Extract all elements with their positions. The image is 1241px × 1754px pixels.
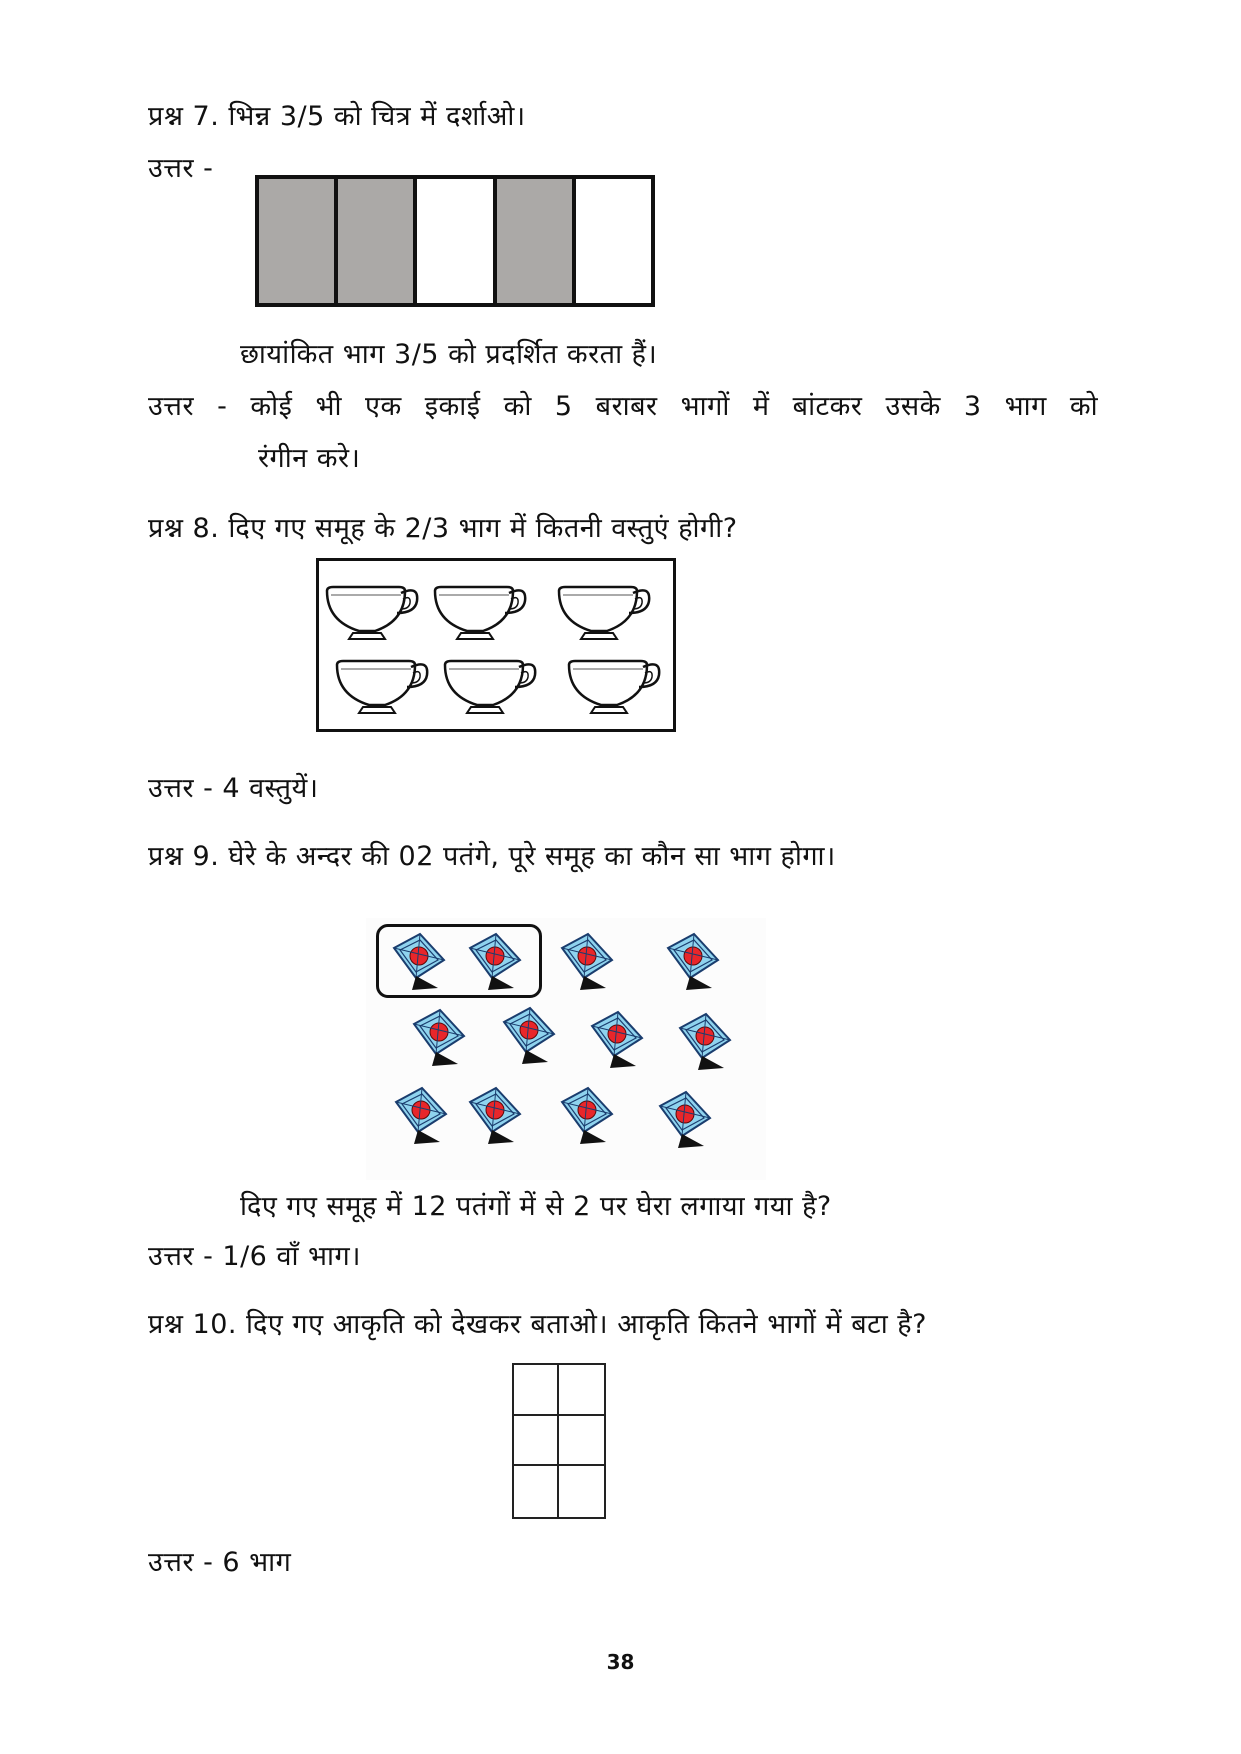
grid-part — [559, 1466, 604, 1517]
q8-question: प्रश्न 8. दिए गए समूह के 2/3 भाग में कितनी वस्तुएं होगी? — [148, 513, 738, 544]
grid-part — [514, 1365, 559, 1416]
q7-answer2-line1: उत्तर - कोई भी एक इकाई को 5 बराबर भागों में बांटकर उसके 3 भाग को — [148, 391, 1099, 422]
kites-group-figure — [366, 918, 766, 1180]
kite-icon — [462, 930, 528, 992]
q7-question: प्रश्न 7. भिन्न 3/5 को चित्र में दर्शाओ। — [148, 101, 526, 132]
grid-part — [514, 1466, 559, 1517]
kite-icon — [652, 1088, 718, 1150]
teacup-icon — [555, 581, 655, 645]
q7-answer2-line2: रंगीन करे। — [258, 443, 361, 474]
teacup-icon — [441, 655, 541, 719]
kite-icon — [660, 930, 726, 992]
q9-question: प्रश्न 9. घेरे के अन्दर की 02 पतंगे, पूरे समूह का कौन सा भाग होगा। — [148, 841, 836, 872]
fraction-part-unshaded — [576, 179, 651, 303]
page-number: 38 — [606, 1650, 635, 1674]
fraction-part-unshaded — [417, 179, 496, 303]
kite-icon — [554, 930, 620, 992]
grid-part — [559, 1365, 604, 1416]
divided-rectangle-figure — [512, 1363, 606, 1519]
kite-icon — [406, 1006, 472, 1068]
q10-question: प्रश्न 10. दिए गए आकृति को देखकर बताओ। आकृति कितने भागों में बटा है? — [148, 1309, 927, 1340]
grid-part — [514, 1416, 559, 1467]
kite-icon — [462, 1084, 528, 1146]
q7-caption: छायांकित भाग 3/5 को प्रदर्शित करता हैं। — [240, 339, 658, 370]
q9-answer: उत्तर - 1/6 वाँ भाग। — [148, 1241, 361, 1272]
kite-icon — [672, 1010, 738, 1072]
fraction-part-shaded — [338, 179, 417, 303]
fraction-part-shaded — [259, 179, 338, 303]
teacup-icon — [333, 655, 433, 719]
q8-answer: उत्तर - 4 वस्तुयें। — [148, 773, 319, 804]
kite-icon — [496, 1004, 562, 1066]
fraction-part-shaded — [497, 179, 576, 303]
teacup-icon — [431, 581, 531, 645]
fraction-bar-figure — [255, 175, 655, 307]
q7-answer-label: उत्तर - — [148, 153, 214, 184]
q9-caption: दिए गए समूह में 12 पतंगों में से 2 पर घेरा लगाया गया है? — [240, 1191, 832, 1222]
q10-answer: उत्तर - 6 भाग — [148, 1547, 292, 1578]
kite-icon — [386, 930, 452, 992]
teacup-icon — [323, 581, 423, 645]
kite-icon — [554, 1084, 620, 1146]
grid-part — [559, 1416, 604, 1467]
kite-icon — [584, 1008, 650, 1070]
cups-group-box — [316, 558, 676, 732]
teacup-icon — [565, 655, 665, 719]
kite-icon — [388, 1084, 454, 1146]
